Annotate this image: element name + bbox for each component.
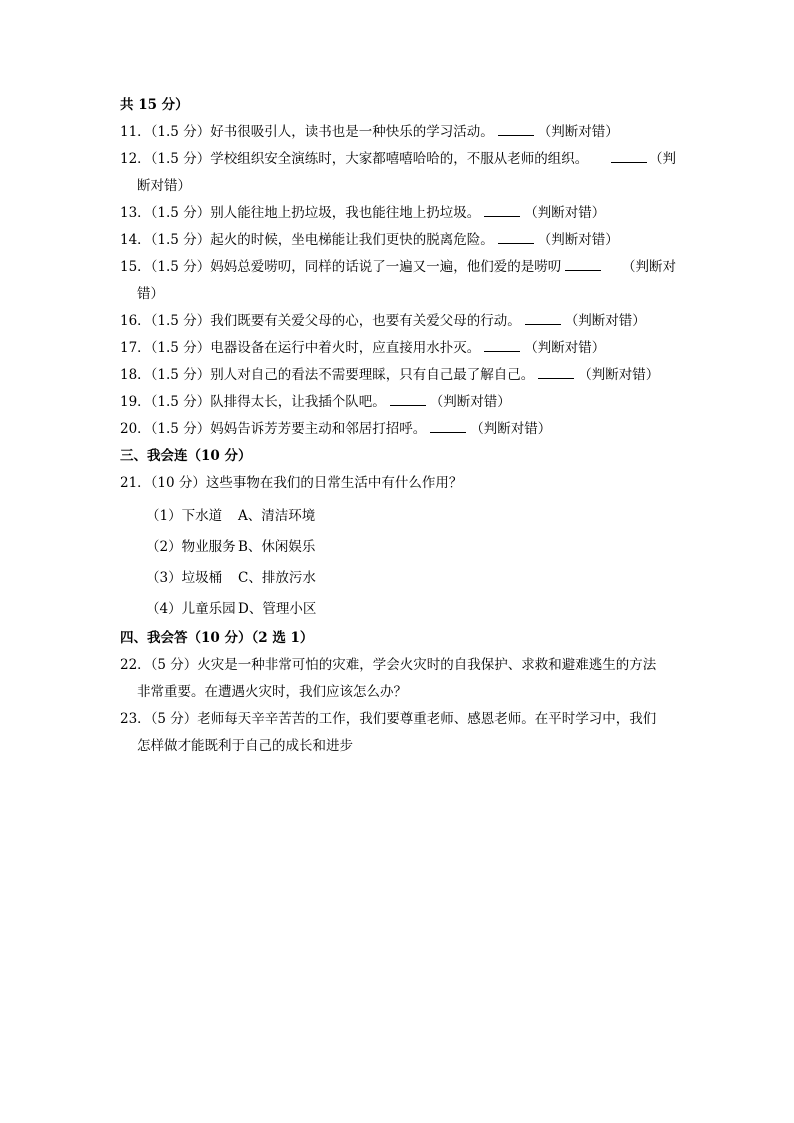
question-text: 15．（1.5 分）妈妈总爱唠叨，同样的话说了一遍又一遍，他们爱的是唠叨 (120, 259, 562, 275)
judge-label: （判断对错） (537, 232, 619, 248)
exam-content (120, 92, 676, 760)
question-22-continued: 非常重要。在遭遇火灾时，我们应该怎么办？ (137, 684, 407, 700)
answer-blank[interactable] (484, 337, 520, 352)
section-heading-4: 四、我会答（10 分）（2 选 1） (120, 630, 314, 646)
judge-label-part: （判 (649, 151, 676, 167)
judge-label: （判断对错） (470, 421, 552, 437)
question-11 (120, 119, 676, 146)
question-22: 22．（5 分）火灾是一种非常可怕的灾难，学会火灾时的自我保护、求救和避难逃生的方法 (120, 657, 657, 673)
answer-blank[interactable] (484, 202, 520, 217)
match-row (120, 563, 676, 594)
answer-blank[interactable] (538, 364, 574, 379)
judge-label: （判断对错） (524, 340, 606, 356)
question-text: 11．（1.5 分）好书很吸引人，读书也是一种快乐的学习活动。 (120, 124, 494, 140)
judge-label: （判断对错） (524, 205, 606, 221)
match-row (120, 594, 676, 625)
answer-blank[interactable] (430, 418, 466, 433)
match-right-item[interactable]: C、排放污水 (238, 570, 316, 586)
judge-label: （判断对错） (537, 124, 619, 140)
question-23: 23．（5 分）老师每天辛辛苦苦的工作，我们要尊重老师、感恩老师。在平时学习中，我们 (120, 711, 657, 727)
match-left-item[interactable]: （1）下水道 (146, 508, 223, 524)
question-text: 18．（1.5 分）别人对自己的看法不需要理睬，只有自己最了解自己。 (120, 367, 535, 383)
question-text: 14．（1.5 分）起火的时候，坐电梯能让我们更快的脱离危险。 (120, 232, 494, 248)
question-text: 13．（1.5 分）别人能往地上扔垃圾，我也能往地上扔垃圾。 (120, 205, 481, 221)
match-row (120, 532, 676, 563)
question-18 (120, 362, 676, 389)
question-12-continued: 断对错） (137, 178, 191, 194)
match-right-item[interactable]: A、清洁环境 (238, 508, 316, 524)
match-right-item[interactable]: B、休闲娱乐 (238, 539, 316, 555)
question-text: 16．（1.5 分）我们既要有关爱父母的心，也要有关爱父母的行动。 (120, 313, 521, 329)
judge-label: （判断对错） (564, 313, 646, 329)
question-13 (120, 200, 676, 227)
question-21: 21．（10 分）这些事物在我们的日常生活中有什么作用？ (120, 475, 463, 491)
question-20 (120, 416, 676, 443)
answer-blank[interactable] (565, 256, 601, 271)
question-text: 17．（1.5 分）电器设备在运行中着火时，应直接用水扑灭。 (120, 340, 481, 356)
match-row (120, 501, 676, 532)
question-text: 20．（1.5 分）妈妈告诉芳芳要主动和邻居打招呼。 (120, 421, 427, 437)
match-right-item[interactable]: D、管理小区 (238, 601, 317, 617)
question-23-continued: 怎样做才能既利于自己的成长和进步 (137, 738, 353, 754)
answer-blank[interactable] (498, 229, 534, 244)
answer-blank[interactable] (611, 148, 647, 163)
question-15 (120, 254, 676, 281)
question-15-continued: 错） (137, 286, 164, 302)
match-left-item[interactable]: （2）物业服务 (146, 539, 236, 555)
question-12 (120, 146, 676, 173)
answer-blank[interactable] (525, 310, 561, 325)
judge-label: （判断对错） (578, 367, 660, 383)
question-14 (120, 227, 676, 254)
judge-label: （判断对错） (429, 394, 511, 410)
section-heading-continued: 共 15 分） (120, 97, 189, 113)
question-text: 12．（1.5 分）学校组织安全演练时，大家都嘻嘻哈哈的，不服从老师的组织。 (120, 151, 589, 167)
question-19 (120, 389, 676, 416)
answer-blank[interactable] (498, 121, 534, 136)
question-text: 19．（1.5 分）队排得太长，让我插个队吧。 (120, 394, 386, 410)
answer-blank[interactable] (390, 391, 426, 406)
match-left-item[interactable]: （3）垃圾桶 (146, 570, 223, 586)
match-left-item[interactable]: （4）儿童乐园 (146, 601, 236, 617)
judge-label-part: （判断对 (622, 259, 676, 275)
question-16 (120, 308, 676, 335)
section-heading-3: 三、我会连（10 分） (120, 448, 252, 464)
question-17 (120, 335, 676, 362)
